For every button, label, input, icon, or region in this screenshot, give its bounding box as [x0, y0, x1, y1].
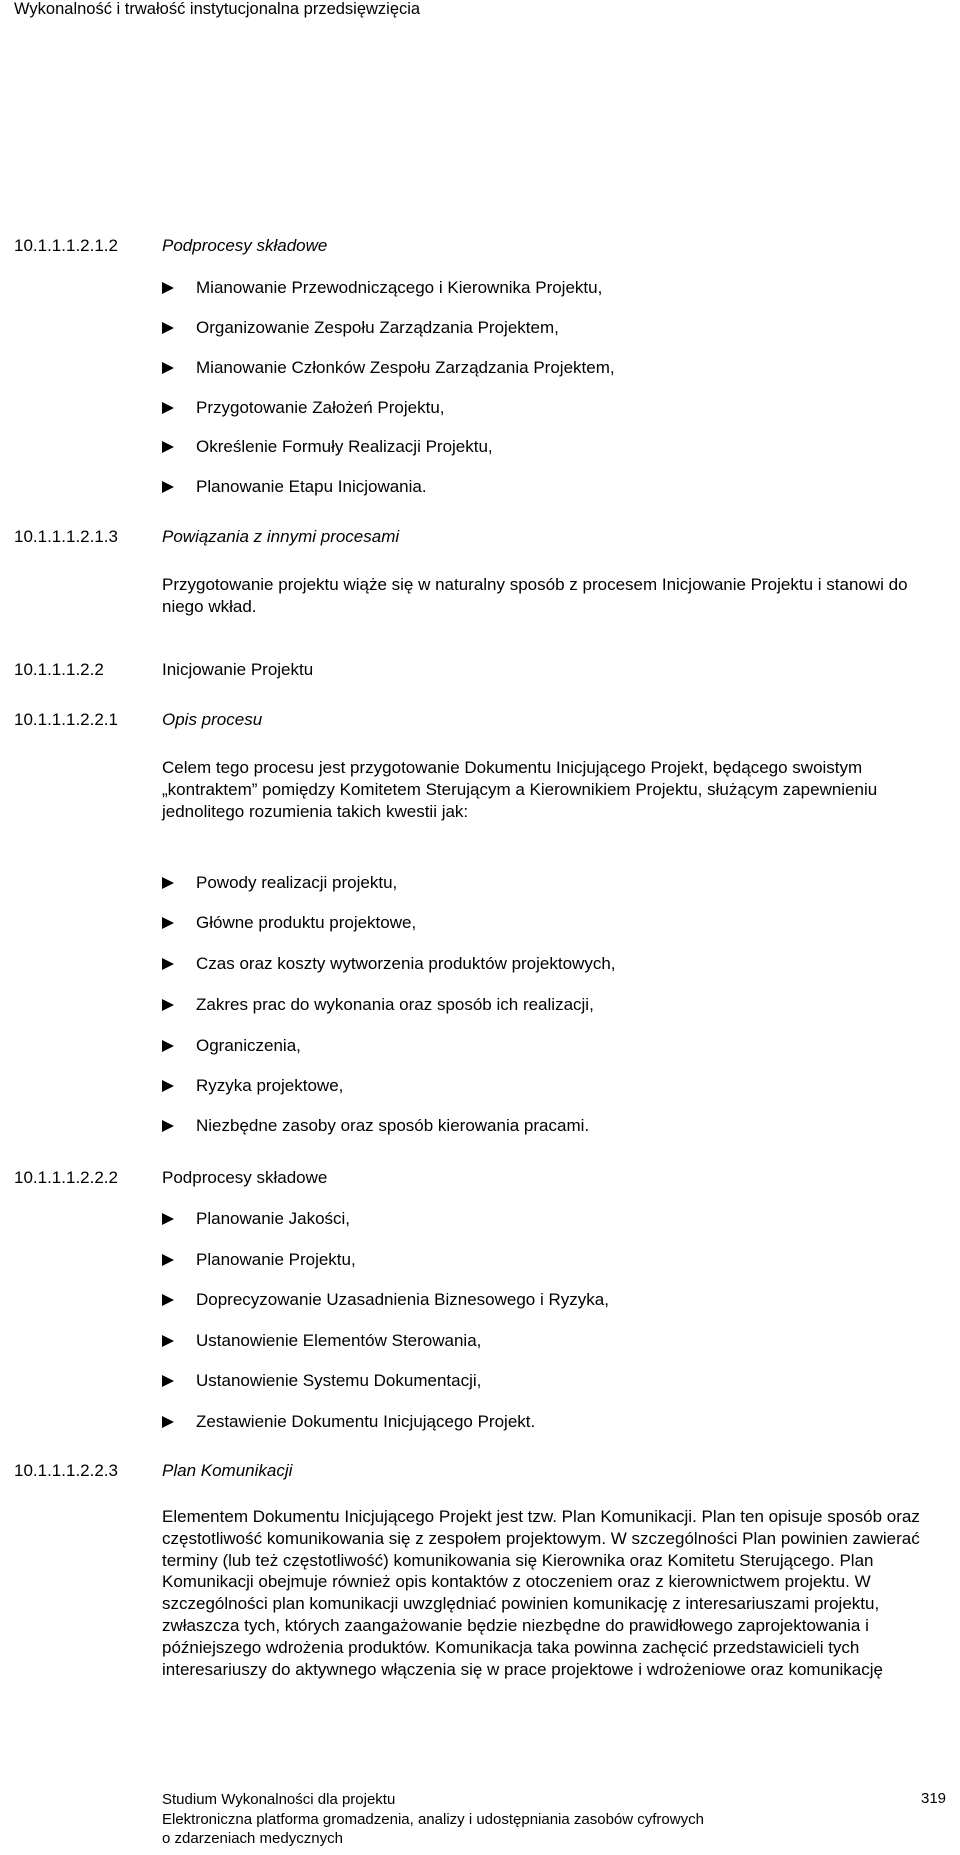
- bullet-triangle-icon: [162, 362, 174, 374]
- footer-line: Studium Wykonalności dla projektu: [162, 1791, 396, 1808]
- list-item: Ustanowienie Systemu Dokumentacji,: [162, 1371, 481, 1391]
- bullet-triangle-icon: [162, 1080, 174, 1092]
- bullet-triangle-icon: [162, 481, 174, 493]
- bullet-triangle-icon: [162, 282, 174, 294]
- list-item: Organizowanie Zespołu Zarządzania Projektem,: [162, 318, 559, 338]
- list-item: Główne produktu projektowe,: [162, 913, 416, 933]
- bullet-triangle-icon: [162, 441, 174, 453]
- bullet-triangle-icon: [162, 402, 174, 414]
- list-item: Określenie Formuły Realizacji Projektu,: [162, 437, 493, 457]
- bullet-triangle-icon: [162, 1120, 174, 1132]
- page-footer: [162, 1790, 704, 1849]
- section-title: Opis procesu: [162, 710, 263, 729]
- section-number: 10.1.1.1.2.2.2: [14, 1168, 118, 1187]
- section-title: Podprocesy składowe: [162, 1168, 328, 1187]
- list-item: Planowanie Projektu,: [162, 1250, 356, 1270]
- section-title: Powiązania z innymi procesami: [162, 527, 400, 546]
- list-item: Powody realizacji projektu,: [162, 873, 397, 893]
- list-item: Zakres prac do wykonania oraz sposób ich realizacji,: [162, 995, 594, 1015]
- paragraph: Celem tego procesu jest przygotowanie Dokumentu Inicjującego Projekt, będącego swoistym „kontraktem” pomiędzy Komitetem Sterującym a Kierownikiem Projektu, służącym zapewnieniu jednolitego rozumienia takich kwestii jak:: [162, 758, 878, 821]
- bullet-triangle-icon: [162, 1294, 174, 1306]
- section-number: 10.1.1.1.2.2.3: [14, 1461, 118, 1480]
- bullet-triangle-icon: [162, 917, 174, 929]
- bullet-triangle-icon: [162, 999, 174, 1011]
- list-item: Doprecyzowanie Uzasadnienia Biznesowego i Ryzyka,: [162, 1290, 609, 1310]
- bullet-triangle-icon: [162, 958, 174, 970]
- list-item: Planowanie Etapu Inicjowania.: [162, 477, 427, 497]
- footer-line: o zdarzeniach medycznych: [162, 1830, 343, 1847]
- section-number: 10.1.1.1.2.2.1: [14, 710, 118, 729]
- bullet-triangle-icon: [162, 1040, 174, 1052]
- section-title: Inicjowanie Projektu: [162, 660, 314, 679]
- section-number: 10.1.1.1.2.2: [14, 660, 104, 679]
- paragraph: Przygotowanie projektu wiąże się w naturalny sposób z procesem Inicjowanie Projektu i stanowi do niego wkład.: [162, 575, 908, 616]
- paragraph: Elementem Dokumentu Inicjującego Projekt jest tzw. Plan Komunikacji. Plan ten opisuje sposób oraz częstotliwość komunikowania się z zespołem projektowym. W szczególności Plan powinien zawierać terminy (lub też częstotliwość) komunikowania się Kierownika oraz Komitetu Sterującego. Plan Komunikacji obejmuje również opis kontaktów z otoczeniem oraz z kierownictwem projektu. W szczególności plan komunikacji uwzględniać powinien komunikację z interesariuszami projektu, zwłaszcza tych, których zaangażowanie będzie niezbędne do prawidłowego zaprojektowania i późniejszego wdrożenia produktów. Komunikacja taka powinna zachęcić przedstawicieli tych interesariuszy do aktywnego włączenia się w prace projektowe i wdrożeniowe oraz komunikację: [162, 1507, 920, 1679]
- list-item: Mianowanie Przewodniczącego i Kierownika Projektu,: [162, 278, 602, 298]
- bullet-triangle-icon: [162, 1213, 174, 1225]
- running-header: Wykonalność i trwałość instytucjonalna przedsięwzięcia: [14, 0, 421, 18]
- list-item: Czas oraz koszty wytworzenia produktów projektowych,: [162, 954, 616, 974]
- section-title: Plan Komunikacji: [162, 1461, 293, 1480]
- bullet-triangle-icon: [162, 1375, 174, 1387]
- list-item: Ustanowienie Elementów Sterowania,: [162, 1331, 481, 1351]
- section-title: Podprocesy składowe: [162, 236, 328, 255]
- list-item: Przygotowanie Założeń Projektu,: [162, 398, 445, 418]
- list-item: Ryzyka projektowe,: [162, 1076, 343, 1096]
- list-item: Niezbędne zasoby oraz sposób kierowania pracami.: [162, 1116, 589, 1136]
- list-item: Ograniczenia,: [162, 1036, 301, 1056]
- section-number: 10.1.1.1.2.1.2: [14, 236, 118, 255]
- bullet-triangle-icon: [162, 1335, 174, 1347]
- bullet-triangle-icon: [162, 877, 174, 889]
- section-number: 10.1.1.1.2.1.3: [14, 527, 118, 546]
- bullet-triangle-icon: [162, 1416, 174, 1428]
- list-item: Mianowanie Członków Zespołu Zarządzania Projektem,: [162, 358, 615, 378]
- page-number: 319: [921, 1790, 947, 1807]
- list-item: Zestawienie Dokumentu Inicjującego Projekt.: [162, 1412, 535, 1432]
- list-item: Planowanie Jakości,: [162, 1209, 350, 1229]
- bullet-triangle-icon: [162, 1254, 174, 1266]
- bullet-triangle-icon: [162, 322, 174, 334]
- footer-line: Elektroniczna platforma gromadzenia, analizy i udostępniania zasobów cyfrowych: [162, 1810, 704, 1828]
